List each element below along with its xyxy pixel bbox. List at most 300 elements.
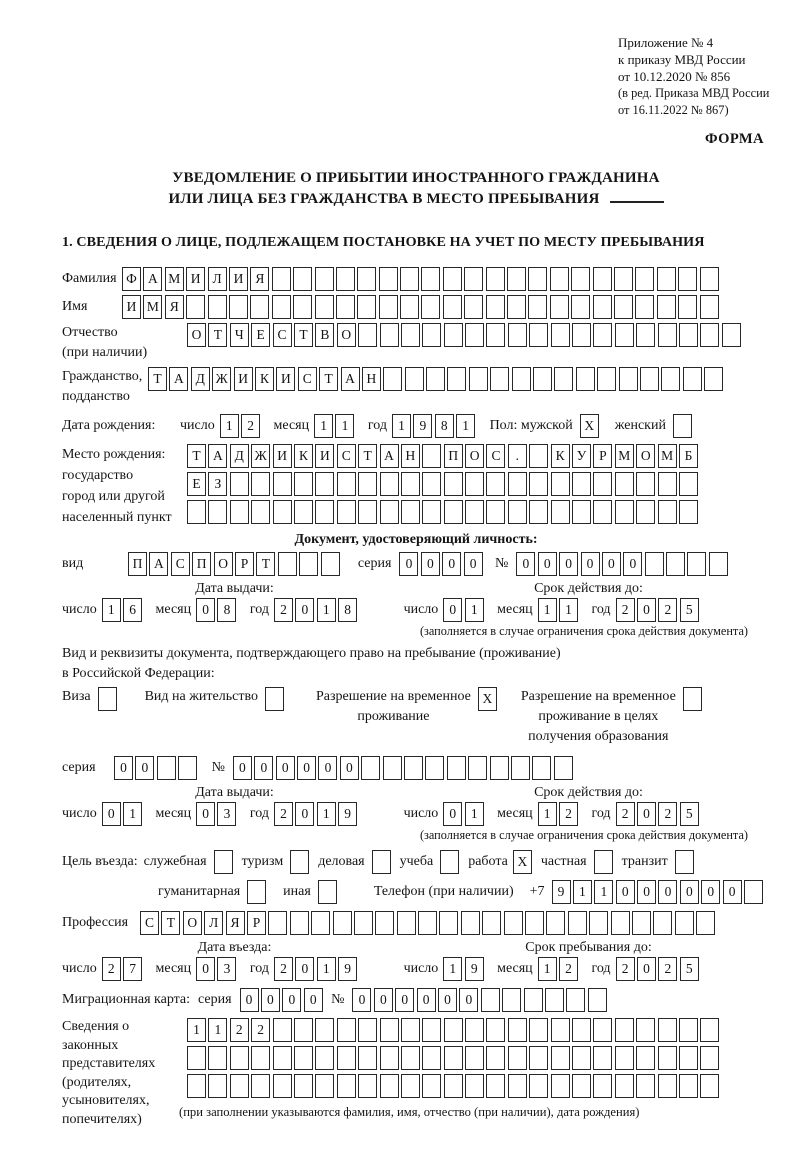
char-cell[interactable]: С	[298, 367, 317, 391]
char-cell[interactable]: 0	[443, 598, 462, 622]
char-cell[interactable]: 0	[701, 880, 720, 904]
char-cell[interactable]: Р	[593, 444, 612, 468]
char-cell[interactable]	[572, 500, 591, 524]
char-cell[interactable]	[528, 295, 547, 319]
char-cell[interactable]	[568, 911, 587, 935]
char-cell[interactable]	[268, 911, 287, 935]
char-cell[interactable]	[593, 323, 612, 347]
char-cell[interactable]: Р	[247, 911, 266, 935]
char-cell[interactable]: 1	[594, 880, 613, 904]
char-cell[interactable]	[469, 367, 488, 391]
char-cell[interactable]: Т	[294, 323, 313, 347]
char-cell[interactable]	[422, 1018, 441, 1042]
char-cell[interactable]	[554, 367, 573, 391]
char-cell[interactable]	[529, 1046, 548, 1070]
char-cell[interactable]: Б	[679, 444, 698, 468]
char-cell[interactable]	[273, 1046, 292, 1070]
char-cell[interactable]	[425, 756, 444, 780]
char-cell[interactable]: Н	[362, 367, 381, 391]
char-cell[interactable]: 0	[538, 552, 557, 576]
char-cell[interactable]	[653, 911, 672, 935]
char-cell[interactable]	[481, 988, 500, 1012]
char-cell[interactable]	[315, 500, 334, 524]
char-cell[interactable]	[422, 1074, 441, 1098]
char-cell[interactable]	[278, 552, 297, 576]
other-checkbox[interactable]	[318, 880, 337, 904]
char-cell[interactable]: 2	[274, 957, 293, 981]
char-cell[interactable]	[337, 1018, 356, 1042]
char-cell[interactable]: 1	[559, 598, 578, 622]
char-cell[interactable]	[421, 295, 440, 319]
char-cell[interactable]: С	[486, 444, 505, 468]
char-cell[interactable]	[615, 500, 634, 524]
char-cell[interactable]: 0	[240, 988, 259, 1012]
char-cell[interactable]: Ж	[212, 367, 231, 391]
char-cell[interactable]	[508, 1018, 527, 1042]
char-cell[interactable]	[593, 500, 612, 524]
char-cell[interactable]: П	[444, 444, 463, 468]
char-cell[interactable]	[615, 1046, 634, 1070]
char-cell[interactable]: О	[465, 444, 484, 468]
char-cell[interactable]: Я	[250, 267, 269, 291]
char-cell[interactable]	[486, 323, 505, 347]
char-cell[interactable]	[294, 472, 313, 496]
char-cell[interactable]	[615, 472, 634, 496]
char-cell[interactable]: Р	[235, 552, 254, 576]
char-cell[interactable]: 1	[187, 1018, 206, 1042]
char-cell[interactable]	[230, 1046, 249, 1070]
char-cell[interactable]: С	[273, 323, 292, 347]
char-cell[interactable]	[444, 1018, 463, 1042]
char-cell[interactable]	[444, 472, 463, 496]
char-cell[interactable]	[273, 1074, 292, 1098]
char-cell[interactable]	[361, 756, 380, 780]
char-cell[interactable]	[443, 295, 462, 319]
char-cell[interactable]: 1	[392, 414, 411, 438]
char-cell[interactable]	[380, 323, 399, 347]
char-cell[interactable]	[465, 1074, 484, 1098]
char-cell[interactable]	[611, 911, 630, 935]
char-cell[interactable]	[679, 323, 698, 347]
char-cell[interactable]	[508, 323, 527, 347]
char-cell[interactable]: 8	[338, 598, 357, 622]
char-cell[interactable]	[507, 295, 526, 319]
char-cell[interactable]	[486, 295, 505, 319]
char-cell[interactable]: 1	[538, 957, 557, 981]
char-cell[interactable]: 0	[196, 802, 215, 826]
char-cell[interactable]	[379, 267, 398, 291]
char-cell[interactable]	[333, 911, 352, 935]
char-cell[interactable]: 0	[261, 988, 280, 1012]
char-cell[interactable]: 0	[318, 756, 337, 780]
char-cell[interactable]: 1	[538, 802, 557, 826]
char-cell[interactable]	[486, 472, 505, 496]
char-cell[interactable]: 0	[438, 988, 457, 1012]
char-cell[interactable]	[551, 1018, 570, 1042]
char-cell[interactable]: 2	[616, 802, 635, 826]
char-cell[interactable]: 0	[114, 756, 133, 780]
char-cell[interactable]	[465, 323, 484, 347]
char-cell[interactable]	[593, 472, 612, 496]
char-cell[interactable]: 1	[538, 598, 557, 622]
char-cell[interactable]	[508, 500, 527, 524]
char-cell[interactable]	[187, 1074, 206, 1098]
char-cell[interactable]	[572, 1046, 591, 1070]
char-cell[interactable]: И	[122, 295, 141, 319]
char-cell[interactable]	[615, 1074, 634, 1098]
char-cell[interactable]	[311, 911, 330, 935]
char-cell[interactable]	[272, 267, 291, 291]
char-cell[interactable]	[504, 911, 523, 935]
char-cell[interactable]	[529, 444, 548, 468]
char-cell[interactable]: Е	[187, 472, 206, 496]
char-cell[interactable]	[679, 500, 698, 524]
char-cell[interactable]	[502, 988, 521, 1012]
char-cell[interactable]	[589, 911, 608, 935]
char-cell[interactable]: 0	[304, 988, 323, 1012]
char-cell[interactable]	[251, 500, 270, 524]
char-cell[interactable]	[405, 367, 424, 391]
char-cell[interactable]	[678, 267, 697, 291]
char-cell[interactable]	[528, 267, 547, 291]
char-cell[interactable]	[380, 500, 399, 524]
char-cell[interactable]	[294, 1074, 313, 1098]
char-cell[interactable]: А	[341, 367, 360, 391]
char-cell[interactable]	[401, 500, 420, 524]
char-cell[interactable]	[524, 988, 543, 1012]
char-cell[interactable]: 1	[208, 1018, 227, 1042]
char-cell[interactable]: 1	[443, 957, 462, 981]
char-cell[interactable]	[336, 267, 355, 291]
char-cell[interactable]	[251, 1074, 270, 1098]
char-cell[interactable]	[700, 1018, 719, 1042]
char-cell[interactable]	[482, 911, 501, 935]
char-cell[interactable]	[508, 1046, 527, 1070]
char-cell[interactable]: Т	[358, 444, 377, 468]
char-cell[interactable]: 0	[196, 598, 215, 622]
char-cell[interactable]	[722, 323, 741, 347]
char-cell[interactable]: 0	[443, 802, 462, 826]
char-cell[interactable]: 0	[516, 552, 535, 576]
char-cell[interactable]	[337, 472, 356, 496]
char-cell[interactable]	[666, 552, 685, 576]
char-cell[interactable]	[593, 1046, 612, 1070]
char-cell[interactable]: И	[186, 267, 205, 291]
char-cell[interactable]	[546, 911, 565, 935]
char-cell[interactable]: 1	[314, 414, 333, 438]
char-cell[interactable]	[490, 367, 509, 391]
char-cell[interactable]	[379, 295, 398, 319]
char-cell[interactable]	[321, 552, 340, 576]
char-cell[interactable]	[551, 323, 570, 347]
char-cell[interactable]: О	[187, 323, 206, 347]
char-cell[interactable]	[545, 988, 564, 1012]
char-cell[interactable]	[636, 500, 655, 524]
char-cell[interactable]	[508, 472, 527, 496]
char-cell[interactable]: И	[234, 367, 253, 391]
char-cell[interactable]	[465, 500, 484, 524]
char-cell[interactable]	[208, 295, 227, 319]
char-cell[interactable]	[700, 323, 719, 347]
char-cell[interactable]	[615, 1018, 634, 1042]
char-cell[interactable]	[404, 756, 423, 780]
char-cell[interactable]	[636, 323, 655, 347]
char-cell[interactable]	[444, 1074, 463, 1098]
char-cell[interactable]: 1	[123, 802, 142, 826]
char-cell[interactable]	[375, 911, 394, 935]
char-cell[interactable]: Ж	[251, 444, 270, 468]
char-cell[interactable]: 0	[723, 880, 742, 904]
char-cell[interactable]	[315, 1074, 334, 1098]
char-cell[interactable]: О	[214, 552, 233, 576]
char-cell[interactable]	[532, 756, 551, 780]
char-cell[interactable]: 0	[417, 988, 436, 1012]
char-cell[interactable]: 2	[251, 1018, 270, 1042]
transit-checkbox[interactable]	[675, 850, 694, 874]
char-cell[interactable]	[186, 295, 205, 319]
char-cell[interactable]	[447, 756, 466, 780]
char-cell[interactable]: 0	[297, 756, 316, 780]
char-cell[interactable]	[383, 756, 402, 780]
char-cell[interactable]	[208, 1046, 227, 1070]
work-checkbox[interactable]: X	[513, 850, 532, 874]
char-cell[interactable]: 2	[559, 957, 578, 981]
char-cell[interactable]: О	[636, 444, 655, 468]
char-cell[interactable]	[704, 367, 723, 391]
char-cell[interactable]: 0	[399, 552, 418, 576]
char-cell[interactable]	[658, 1046, 677, 1070]
char-cell[interactable]	[486, 1046, 505, 1070]
char-cell[interactable]	[444, 1046, 463, 1070]
char-cell[interactable]	[357, 267, 376, 291]
char-cell[interactable]: 3	[217, 957, 236, 981]
char-cell[interactable]: 2	[658, 802, 677, 826]
char-cell[interactable]	[658, 1018, 677, 1042]
char-cell[interactable]: Н	[401, 444, 420, 468]
char-cell[interactable]	[679, 1018, 698, 1042]
char-cell[interactable]: К	[551, 444, 570, 468]
char-cell[interactable]	[468, 756, 487, 780]
char-cell[interactable]: И	[276, 367, 295, 391]
sex-male-checkbox[interactable]: X	[580, 414, 599, 438]
char-cell[interactable]: 2	[658, 957, 677, 981]
char-cell[interactable]	[632, 911, 651, 935]
char-cell[interactable]	[401, 1074, 420, 1098]
char-cell[interactable]: 2	[616, 957, 635, 981]
char-cell[interactable]	[486, 267, 505, 291]
char-cell[interactable]	[273, 1018, 292, 1042]
char-cell[interactable]	[636, 472, 655, 496]
char-cell[interactable]: Т	[187, 444, 206, 468]
char-cell[interactable]	[657, 295, 676, 319]
char-cell[interactable]: 0	[459, 988, 478, 1012]
char-cell[interactable]: 0	[602, 552, 621, 576]
char-cell[interactable]	[588, 988, 607, 1012]
char-cell[interactable]	[208, 1074, 227, 1098]
char-cell[interactable]	[465, 1018, 484, 1042]
char-cell[interactable]	[315, 1046, 334, 1070]
char-cell[interactable]	[675, 911, 694, 935]
char-cell[interactable]: У	[572, 444, 591, 468]
char-cell[interactable]	[187, 500, 206, 524]
char-cell[interactable]	[337, 1046, 356, 1070]
char-cell[interactable]	[401, 1046, 420, 1070]
char-cell[interactable]	[658, 500, 677, 524]
char-cell[interactable]: 0	[395, 988, 414, 1012]
char-cell[interactable]: 1	[465, 802, 484, 826]
char-cell[interactable]	[636, 1018, 655, 1042]
char-cell[interactable]	[290, 911, 309, 935]
char-cell[interactable]	[461, 911, 480, 935]
char-cell[interactable]	[551, 1046, 570, 1070]
char-cell[interactable]	[551, 1074, 570, 1098]
visa-checkbox[interactable]	[98, 687, 117, 711]
char-cell[interactable]	[551, 472, 570, 496]
char-cell[interactable]	[512, 367, 531, 391]
char-cell[interactable]	[640, 367, 659, 391]
char-cell[interactable]	[443, 267, 462, 291]
char-cell[interactable]	[571, 295, 590, 319]
char-cell[interactable]	[658, 1074, 677, 1098]
char-cell[interactable]	[380, 472, 399, 496]
char-cell[interactable]	[593, 267, 612, 291]
char-cell[interactable]	[315, 472, 334, 496]
char-cell[interactable]	[187, 1046, 206, 1070]
char-cell[interactable]: 0	[295, 957, 314, 981]
char-cell[interactable]	[593, 1074, 612, 1098]
char-cell[interactable]: М	[658, 444, 677, 468]
char-cell[interactable]	[661, 367, 680, 391]
char-cell[interactable]	[529, 472, 548, 496]
char-cell[interactable]	[178, 756, 197, 780]
residence-permit-checkbox[interactable]	[265, 687, 284, 711]
char-cell[interactable]	[533, 367, 552, 391]
char-cell[interactable]: С	[171, 552, 190, 576]
char-cell[interactable]: 9	[465, 957, 484, 981]
char-cell[interactable]	[572, 1018, 591, 1042]
char-cell[interactable]	[619, 367, 638, 391]
char-cell[interactable]	[315, 295, 334, 319]
char-cell[interactable]	[464, 295, 483, 319]
char-cell[interactable]	[572, 472, 591, 496]
char-cell[interactable]	[383, 367, 402, 391]
private-checkbox[interactable]	[594, 850, 613, 874]
char-cell[interactable]	[508, 1074, 527, 1098]
char-cell[interactable]: А	[143, 267, 162, 291]
char-cell[interactable]: И	[229, 267, 248, 291]
char-cell[interactable]: 2	[274, 802, 293, 826]
char-cell[interactable]	[358, 500, 377, 524]
char-cell[interactable]	[251, 472, 270, 496]
char-cell[interactable]: 0	[637, 598, 656, 622]
char-cell[interactable]	[635, 267, 654, 291]
char-cell[interactable]	[294, 1018, 313, 1042]
char-cell[interactable]: 5	[680, 802, 699, 826]
char-cell[interactable]	[400, 295, 419, 319]
char-cell[interactable]: З	[208, 472, 227, 496]
char-cell[interactable]: 7	[123, 957, 142, 981]
char-cell[interactable]: Л	[208, 267, 227, 291]
char-cell[interactable]	[687, 552, 706, 576]
char-cell[interactable]: 0	[464, 552, 483, 576]
char-cell[interactable]	[465, 1046, 484, 1070]
char-cell[interactable]: 9	[338, 957, 357, 981]
char-cell[interactable]	[554, 756, 573, 780]
char-cell[interactable]: И	[315, 444, 334, 468]
char-cell[interactable]	[273, 472, 292, 496]
char-cell[interactable]: 0	[658, 880, 677, 904]
char-cell[interactable]: 2	[102, 957, 121, 981]
char-cell[interactable]	[230, 472, 249, 496]
char-cell[interactable]	[418, 911, 437, 935]
char-cell[interactable]: 1	[102, 598, 121, 622]
char-cell[interactable]	[422, 1046, 441, 1070]
char-cell[interactable]	[614, 267, 633, 291]
char-cell[interactable]: П	[192, 552, 211, 576]
char-cell[interactable]	[550, 295, 569, 319]
char-cell[interactable]: Т	[161, 911, 180, 935]
char-cell[interactable]: 0	[637, 880, 656, 904]
char-cell[interactable]: О	[337, 323, 356, 347]
char-cell[interactable]	[426, 367, 445, 391]
char-cell[interactable]	[635, 295, 654, 319]
char-cell[interactable]	[337, 1074, 356, 1098]
char-cell[interactable]	[486, 1074, 505, 1098]
char-cell[interactable]: А	[149, 552, 168, 576]
char-cell[interactable]: Т	[208, 323, 227, 347]
char-cell[interactable]	[593, 295, 612, 319]
char-cell[interactable]	[358, 323, 377, 347]
char-cell[interactable]: С	[140, 911, 159, 935]
char-cell[interactable]: Л	[204, 911, 223, 935]
char-cell[interactable]	[358, 1046, 377, 1070]
char-cell[interactable]	[551, 500, 570, 524]
char-cell[interactable]: 0	[295, 598, 314, 622]
char-cell[interactable]	[744, 880, 763, 904]
business-checkbox[interactable]	[372, 850, 391, 874]
char-cell[interactable]: 9	[338, 802, 357, 826]
char-cell[interactable]	[293, 295, 312, 319]
char-cell[interactable]: 0	[581, 552, 600, 576]
char-cell[interactable]: 1	[317, 957, 336, 981]
char-cell[interactable]: 5	[680, 598, 699, 622]
temp-residence-checkbox[interactable]: X	[478, 687, 497, 711]
tourism-checkbox[interactable]	[290, 850, 309, 874]
char-cell[interactable]	[293, 267, 312, 291]
char-cell[interactable]	[486, 500, 505, 524]
char-cell[interactable]	[447, 367, 466, 391]
char-cell[interactable]	[490, 756, 509, 780]
char-cell[interactable]	[679, 1046, 698, 1070]
char-cell[interactable]: П	[128, 552, 147, 576]
char-cell[interactable]: 0	[295, 802, 314, 826]
char-cell[interactable]: Ч	[230, 323, 249, 347]
char-cell[interactable]: С	[337, 444, 356, 468]
char-cell[interactable]	[251, 1046, 270, 1070]
sex-female-checkbox[interactable]	[673, 414, 692, 438]
char-cell[interactable]: 9	[552, 880, 571, 904]
char-cell[interactable]	[358, 472, 377, 496]
char-cell[interactable]: 0	[421, 552, 440, 576]
char-cell[interactable]: 1	[335, 414, 354, 438]
char-cell[interactable]	[444, 500, 463, 524]
char-cell[interactable]: М	[615, 444, 634, 468]
char-cell[interactable]	[678, 295, 697, 319]
char-cell[interactable]	[709, 552, 728, 576]
char-cell[interactable]: 0	[102, 802, 121, 826]
char-cell[interactable]	[272, 295, 291, 319]
char-cell[interactable]: Д	[230, 444, 249, 468]
